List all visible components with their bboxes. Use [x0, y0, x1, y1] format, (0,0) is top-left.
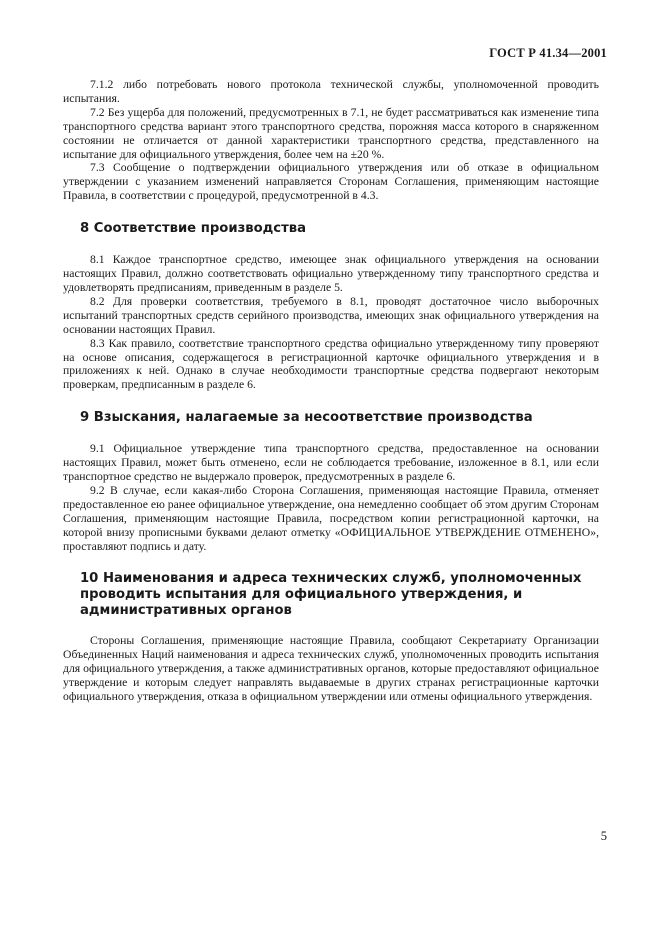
paragraph-7-1-2: 7.1.2 либо потребовать нового протокола технической службы, уполномоченной проводить испытания.: [63, 78, 599, 105]
document-body: [63, 78, 599, 704]
page-number: 5: [600, 829, 607, 843]
section-8-heading: 8 Соответствие производства: [80, 221, 306, 237]
paragraph-8-3: 8.3 Как правило, соответствие транспортного средства официально утвержденному типу проверяют на основе описания, содержащегося в регистрационной карточке официального утверждения и в приложениях к ней. Однако в случае необходимости транспортные средства подвергают некоторым проверкам, предписанным в разделе 6.: [63, 336, 599, 392]
paragraph-9-1: 9.1 Официальное утверждение типа транспортного средства, предоставленное на основании настоящих Правил, может быть отменено, если не соблюдается требование, изложенное в 8.1, или если транспортное средство не выдержало проверок, предусмотренных в разделе 6.: [63, 442, 599, 484]
document-code: ГОСТ Р 41.34—2001: [489, 46, 607, 60]
paragraph-9-2: 9.2 В случае, если какая-либо Сторона Соглашения, применяющая настоящие Правила, отменяет предоставленное ею ранее официальное утверждение, она немедленно сообщает об этом другим Сторонам Соглашения, применяющим настоящие Правила, посредством копии регистрационной карточки, на которой внизу прописными буквами делают отметку «ОФИЦИАЛЬНОЕ УТВЕРЖДЕНИЕ ОТМЕНЕНО», проставляют подпись и дату.: [63, 483, 599, 553]
paragraph-7-2: 7.2 Без ущерба для положений, предусмотренных в 7.1, не будет рассматриваться как изменение типа транспортного средства вариант этого транспортного средства, порожняя масса которого в снаряженном состоянии не отличается от данной характеристики транспортного средства, представленного на испытание для официального утверждения, более чем на ±20 %.: [63, 105, 599, 161]
section-10-heading: 10 Наименования и адреса технических служб, уполномоченных проводить испытания для официального утверждения, и административных органов: [80, 571, 582, 619]
paragraph-8-2: 8.2 Для проверки соответствия, требуемого в 8.1, проводят достаточное число выборочных испытаний транспортных средств серийного производства, имеющих знак официального утверждения на основании настоящих Правил.: [63, 294, 599, 336]
section-9-heading: 9 Взыскания, налагаемые за несоответствие производства: [80, 410, 533, 426]
paragraph-10: Стороны Соглашения, применяющие настоящие Правила, сообщают Секретариату Организации Объединенных Наций наименования и адреса технических служб, уполномоченных проводить испытания для официального утверждения, а также административных органов, которые предоставляют официальное утверждение и которым следует направлять выдаваемые в других странах регистрационные карточки официального утверждения, отказа в официальном утверждении или отмены официального утверждения.: [63, 634, 599, 704]
paragraph-8-1: 8.1 Каждое транспортное средство, имеющее знак официального утверждения на основании настоящих Правил, должно соответствовать официально утвержденному типу транспортного средства и удовлетворять предписаниям, приведенным в разделе 5.: [63, 253, 599, 294]
paragraph-7-3: 7.3 Сообщение о подтверждении официального утверждения или об отказе в официальном утверждении с указанием изменений направляется Сторонам Соглашения, применяющим настоящие Правила, в соответствии с процедурой, предусмотренной в 4.3.: [63, 161, 599, 203]
